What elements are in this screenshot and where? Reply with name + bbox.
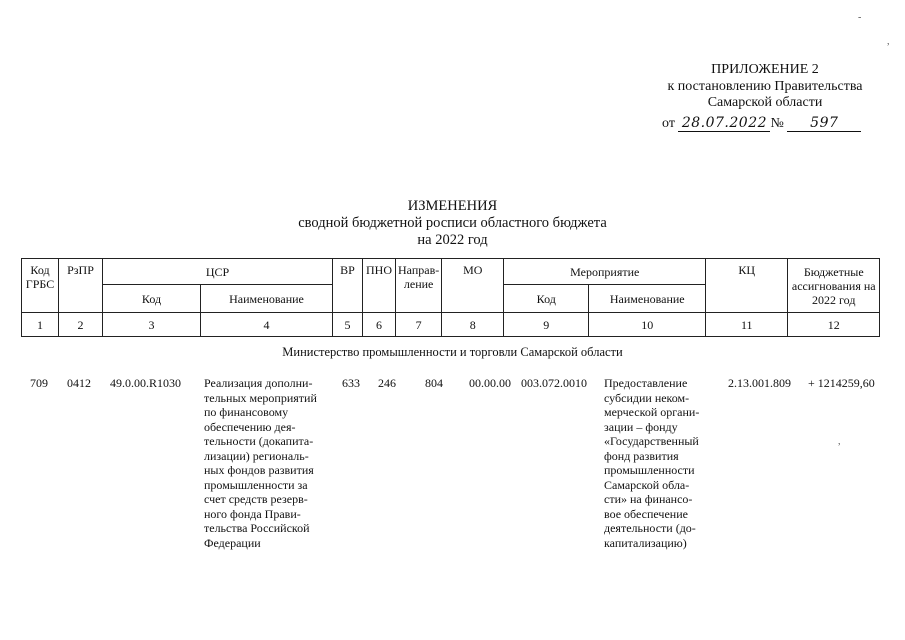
row-kod-grbs: 709 <box>30 376 48 390</box>
appendix-decree: к постановлению Правительства <box>667 78 863 94</box>
appendix-date-row <box>662 116 861 132</box>
header-kod-grbs: Код ГРБС <box>22 259 59 313</box>
col-num: 11 <box>706 313 788 337</box>
col-num: 5 <box>333 313 363 337</box>
header-csr-kod: Код <box>103 285 201 313</box>
row-amount: + 1214259,60 <box>808 376 875 390</box>
row-csr-kod: 49.0.00.R1030 <box>110 376 182 390</box>
title-line-3: на 2022 год <box>417 232 488 248</box>
appendix-title: ПРИЛОЖЕНИЕ 2 <box>711 62 819 77</box>
appendix-block <box>640 62 890 112</box>
header-assignments: Бюджетные ассигнования на 2022 год <box>788 259 880 313</box>
appendix-region: Самарской области <box>707 95 823 110</box>
header-csr-name: Наименование <box>201 285 333 313</box>
header-mer-kod: Код <box>504 285 589 313</box>
header-csr: ЦСР <box>103 259 333 285</box>
row-kc: 2.13.001.809 <box>728 376 791 390</box>
row-mer-kod: 003.072.0010 <box>521 376 587 390</box>
row-mo: 00.00.00 <box>469 376 511 390</box>
scan-mark: , <box>838 436 841 447</box>
col-num: 12 <box>788 313 880 337</box>
row-rzpr: 0412 <box>67 376 91 390</box>
header-kc: КЦ <box>706 259 788 313</box>
row-pno: 246 <box>378 376 396 390</box>
header-mo: МО <box>442 259 504 313</box>
row-csr-name: Реализация дополни- тельных мероприятий по финансовому обеспечению дея- тельности (докапита- лизации) региональ- ных фондов развития промышленности за счет средств резерв- ного фонда Прави- тельства Российской Федерации <box>204 376 317 550</box>
header-pno: ПНО <box>363 259 396 313</box>
header-vr: ВР <box>333 259 363 313</box>
handwritten-date: 28.07.2022 <box>678 116 770 132</box>
title-line-1: ИЗМЕНЕНИЯ <box>407 198 498 214</box>
col-num: 10 <box>589 313 706 337</box>
col-num: 1 <box>22 313 59 337</box>
date-prefix: от <box>662 116 675 131</box>
row-mer-name: Предоставление субсидии неком- мерческой органи- зации – фонду «Государственный фонд развития промышленности Самарской обла- сти» на финансо- вое обеспечение деятельности (до- капитализацию) <box>604 376 700 550</box>
row-vr: 633 <box>342 376 360 390</box>
col-num: 4 <box>201 313 333 337</box>
title-line-2: сводной бюджетной росписи областного бюджета <box>298 215 607 231</box>
header-rzpr: РзПР <box>59 259 103 313</box>
header-meropriyatie: Мероприятие <box>504 259 706 285</box>
header-mer-name: Наименование <box>589 285 706 313</box>
row-napravlenie: 804 <box>425 376 443 390</box>
header-napravlenie: Направ-ление <box>396 259 442 313</box>
col-num: 3 <box>103 313 201 337</box>
budget-header-table <box>21 258 880 337</box>
scan-mark: - <box>858 12 862 23</box>
document-title <box>0 198 905 249</box>
ministry-heading: Министерство промышленности и торговли Самарской области <box>282 345 623 359</box>
col-num: 7 <box>396 313 442 337</box>
number-prefix: № <box>770 116 784 131</box>
scan-mark: , <box>887 36 890 47</box>
handwritten-number: 597 <box>787 116 861 132</box>
column-number-row <box>22 313 880 337</box>
col-num: 9 <box>504 313 589 337</box>
col-num: 2 <box>59 313 103 337</box>
col-num: 8 <box>442 313 504 337</box>
col-num: 6 <box>363 313 396 337</box>
